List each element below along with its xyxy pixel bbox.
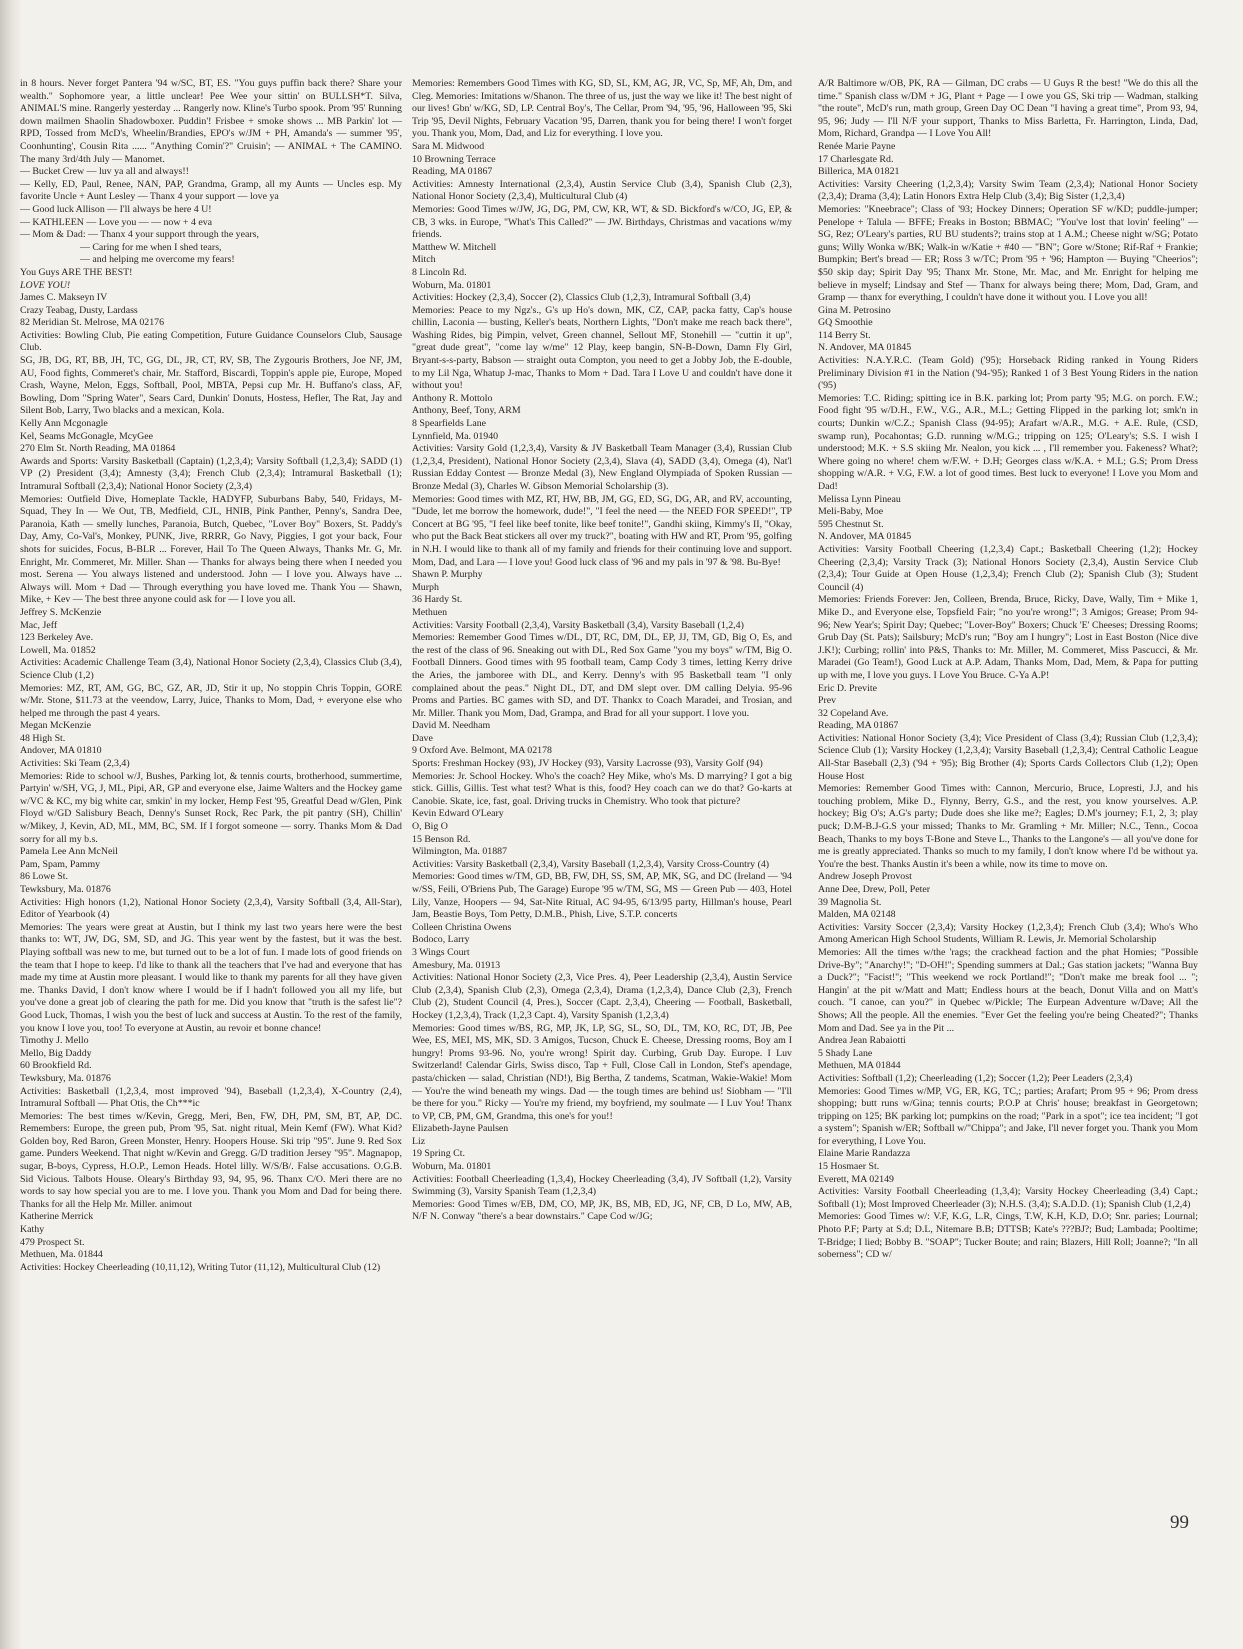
text-line: Methuen, MA 01844 bbox=[818, 1060, 901, 1072]
text-line: Reading, MA 01867 bbox=[412, 166, 493, 178]
closing-line-2: LOVE YOU! bbox=[20, 279, 71, 291]
text-line: James C. Makseyn IV bbox=[20, 292, 108, 304]
text-line: Megan McKenzie bbox=[20, 720, 92, 732]
text-line: GQ Smoothie bbox=[818, 317, 873, 329]
text-line: Memories: Good times w/TM, GD, BB, FW, DH, SS, SM, AP, MK, SG, and DC (Ireland — '94 w/SS, Feili, O'Briens Pub, The Garage) Europe '95 w/TM, SG, MS — Green Pub — 403, Hotel Lily, Vanze, Hoopers — 94, Sat-Nite Ritual, AC 94-95, 6/13/95 party, Hillman's house, Pearl Jam, Beastie Boys, Tom Petty, D.M.B., Phish, Live, S.T.P. concerts bbox=[412, 871, 792, 921]
text-line: Methuen bbox=[412, 606, 448, 618]
text-line: 19 Spring Ct. bbox=[412, 1148, 465, 1160]
text-line: Methuen, Ma. 01844 bbox=[20, 1249, 103, 1261]
text-line: Activities: Varsity Basketball (2,3,4), Varsity Baseball (1,2,3,4), Varsity Cross-Country (4) bbox=[412, 858, 770, 870]
text-line: 48 High St. bbox=[20, 732, 66, 744]
text-line: Memories: Ride to school w/J, Bushes, Parking lot, & tennis courts, brotherhood, summertime, Partyin' w/SH, VG, J, ML, Pipi, AR, GP and everyone else, Jaime Walters and the Hockey game w/VC & KC, my big white car, smkin' in my locker, Hemp Fest '95, Greatful Dead w/Glen, Pink Floyd w/GD Salisbury Beach, Denny's Sunset Rock, Rec Park, the pit pantry (SH), Chillin' w/Mikey, J, Kevin, AD, ML, MM, BC, SM. If I forgot someone — sorry. Thanks Mom & Dad sorry for all my b.s. bbox=[20, 770, 402, 845]
text-line: Memories: All the times w/the 'rags; the crackhead faction and the phat Homies; "Possible Drive-By"; "Anarchy!"; "D-OH!"; Spending summers at Dal.; Gas station jackets; "Wanna Buy a Duck?"; "Facist!"; "This weekend we rock Portland!"; "Don't make me break fool ... "; Hangin' at the pit w/Matt and Matt; Endless hours at the beach, Donut Villa and on Matt's couch. "I canoe, can you?" in Quebec w/Pickle; The Eurpean Adventure w/Dave; All the Shows; All the people. All the enemies. "Ever Get the feeling you're being Cheated?"; Thanks Mom and Dad. See ya in the Pit ... bbox=[818, 946, 1198, 1034]
text-line: N. Andover, MA 01845 bbox=[818, 342, 912, 354]
text-line: Memories: Outfield Dive, Homeplate Tackle, HADYFP, Suburbans Baby, 540, Fridays, M-Squad, They In — We Out, TB, Medfield, CJL, HNIB, Pink Panther, Penny's, Sandra Dee, Paranoia, Kath — smelly lunches, Paranoia, Butch, Quebec, "Lover Boy" Boxers, St. Paddy's Day, Amy, Co-Val's, Monkey, PUNK, Jive, RRRR, Go Navy, Piggies, I got your back, Four shots for suicides, Focus, B-BLR ... Forever, Hail To The Queen Always, Thanks Mr. G, Mr. Enright, Mr. Commeret, Mr. Miller. Shan — Thanks for always being there when I needed you most. Serena — You always listened and understood. John — I love you. Always have ... Always will. Mom + Dad — Through everything you have loved me. Thank You — Shawn, Mike, + Kev — The best three anyone could ask for — I love you all. bbox=[20, 493, 402, 606]
text-line: Memories: Good Times w/EB, DM, CO, MP, JK, BS, MB, ED, JG, NF, CB, D Lo, MW, AB, N/F N. Conway "there's a bear downstairs." Cape Cod w/JG; bbox=[412, 1198, 792, 1223]
text-line: 595 Chestnut St. bbox=[818, 518, 884, 530]
text-line: Activities: Hockey (2,3,4), Soccer (2), Classics Club (1,2,3), Intramural Softball (3,4) bbox=[412, 292, 751, 304]
text-line: Lynnfield, Ma. 01940 bbox=[412, 430, 499, 442]
column-3 bbox=[818, 78, 1198, 1262]
text-line: Kevin Edward O'Leary bbox=[412, 808, 504, 820]
text-line: Dave bbox=[412, 732, 433, 744]
text-line: Mac, Jeff bbox=[20, 619, 58, 631]
text-line: Tewksbury, Ma. 01876 bbox=[20, 884, 111, 895]
text-line: Activities: National Honor Society (2,3, Vice Pres. 4), Peer Leadership (2,3,4), Austin Service Club (2,3,4), Spanish Club (2,3), Omega (2,3,4), Drama (1,2,3,4), Dance Club (2,3), French Club (2), Student Council (4, Pres.), Soccer (Capt. 2,3,4), Cheering — Football, Basketball, Hockey (1,2,3,4), Track (1,2,3 Capt. 4), Varsity Spanish (1,2,3,4) bbox=[412, 972, 792, 1021]
text-line: 10 Browning Terrace bbox=[412, 153, 496, 165]
text-line: Memories: Good Times w/JW, JG, DG, PM, CW, KR, WT, & SD. Bickford's w/CO, JG, EP, & CB, 3 wks. in Europe, "What's This Called?" — JW. Birthdays, Christmas and vacations w/my friends. bbox=[412, 203, 792, 241]
text-line: — Mom & Dad: — Thanx 4 your support through the years, bbox=[20, 229, 259, 241]
text-line: Renée Marie Payne bbox=[818, 140, 896, 152]
text-line: Activities: Softball (1,2); Cheerleading (1,2); Soccer (1,2); Peer Leaders (2,3,4) bbox=[818, 1072, 1133, 1084]
text-line: 39 Magnolia St. bbox=[818, 896, 882, 908]
text-line: A/R Baltimore w/OB, PK, RA — Gilman, DC crabs — U Guys R the best! "We do this all the time." Spanish class w/DM + JG, Plant + Page — I owe you GS, Ski trip — Wadman, stalking "the route", McD's run, math group, Green Day OC Dean "I having a great time", Prom 93, 94, 95, 96; Judy — I'll N/F your support, Thanks to Miss Barletta, Fr. Harrington, Linda, Dad, Mom, Richard, Grandpa — I Love You All! bbox=[818, 78, 1198, 140]
text-line: Memories: Remember Good Times with: Cannon, Mercurio, Bruce, Lopresti, J.J, and his touching problem, Mike D., Flynny, Berry, G.S., and the rest, you know yourselves. A.P. hockey; Big O's; A.G's party; Dude does she like me?; Eagles; D.M's journey; F.1, 2, 3; play puck; D.M-B.J-G.S your missed; Thanks to Mr. Gramling + Mr. Miller; N.C., Tenn., Cocoa Beach, Thanks to my boys T-Bone and Steve L., Thanks to the Langone's — all you've done for me is greatly appreciated. Thanks so much to my family, I don't know where I'd be without ya. You're the best. Thanks Austin it's been a while, now its time to move on. bbox=[818, 783, 1198, 870]
text-line: 60 Brookfield Rd. bbox=[20, 1060, 92, 1072]
text-line: 82 Meridian St. Melrose, MA 02176 bbox=[20, 317, 165, 329]
text-line: 3 Wings Court bbox=[412, 946, 470, 958]
column-2-entries bbox=[412, 78, 792, 1224]
text-line: Pamela Lee Ann McNeil bbox=[20, 846, 118, 858]
text-line: Gina M. Petrosino bbox=[818, 304, 891, 316]
text-line: Kelly Ann Mcgonagle bbox=[20, 418, 108, 430]
text-line: Billerica, MA 01821 bbox=[818, 166, 900, 178]
column-3-entries bbox=[818, 78, 1198, 1262]
text-line: Prev bbox=[818, 695, 837, 707]
text-line: 36 Hardy St. bbox=[412, 594, 463, 606]
text-line: Elizabeth-Jayne Paulsen bbox=[412, 1123, 509, 1135]
text-line: Matthew W. Mitchell bbox=[412, 241, 497, 253]
text-line: Jeffrey S. McKenzie bbox=[20, 606, 102, 618]
text-line: Melissa Lynn Pineau bbox=[818, 493, 901, 505]
text-line: Activities: Varsity Cheering (1,2,3,4); Varsity Swim Team (2,3,4); National Honor Society (2,3,4); Drama (3,4); Latin Honors Extra Help Club (3,4); Big Sister (1,2,3,4) bbox=[818, 178, 1198, 203]
text-line: N. Andover, MA 01845 bbox=[818, 531, 912, 543]
text-line: Activities: High honors (1,2), National Honor Society (2,3,4), Varsity Softball (3,4, All-Star), Editor of Yearbook (4) bbox=[20, 896, 402, 921]
text-line: Bodoco, Larry bbox=[412, 934, 470, 946]
text-line: — Good luck Allison — I'll always be here 4 U! bbox=[20, 203, 212, 215]
text-line: Anthony, Beef, Tony, ARM bbox=[412, 405, 521, 417]
text-line: Memories: MZ, RT, AM, GG, BC, GZ, AR, JD, Stir it up, No stoppin Chris Toppin, GORE w/Mr. Stone, $11.73 at the veendow, Larry, Juice, Thanks to Mom, Dad, + everyone else who helped me through the past 4 years. bbox=[20, 682, 402, 719]
text-line: Tewksbury, Ma. 01876 bbox=[20, 1072, 111, 1084]
text-line: Kathy bbox=[20, 1224, 45, 1236]
text-line: Pam, Spam, Pammy bbox=[20, 858, 101, 870]
page-number: 99 bbox=[1170, 1512, 1189, 1533]
text-line: Colleen Christina Owens bbox=[412, 921, 512, 933]
text-line: 270 Elm St. North Reading, MA 01864 bbox=[20, 443, 176, 455]
text-line: Elaine Marie Randazza bbox=[818, 1148, 911, 1160]
text-line: 479 Prospect St. bbox=[20, 1236, 85, 1248]
text-line: — and helping me overcome my fears! bbox=[80, 254, 235, 266]
text-line: Katherine Merrick bbox=[20, 1211, 94, 1223]
text-line: Memories: The best times w/Kevin, Gregg, Meri, Ben, FW, DH, PM, SM, BT, AP, DC. Remembers: Europe, the green pub, Prom '95, Sat. night ritual, Mein Kemf (FW). What Kid? Golden boy, Red Baron, Green Monster, Henry. Hoopers House. Ski trip "95". June 9. Red Sox game. Punders Weekend. That night w/Kevin and Gregg. G/D tradition Jersey "95". Magnapop, sugar, B-boys, Cypress, H.O.P., Lemon Heads. Hotel lilly. W/S/B/. False accusations. O.G.B. Sid Vicious. Talbots House. Oleary's Birthday 93, 94, 95, 96. Thanx C/O. Meri there are no words to say how special you are to me. I love you. Thank you Mom and Dad for being there. Thanks for all the Help Mr. Miller. animout bbox=[20, 1110, 402, 1210]
text-line: 123 Berkeley Ave. bbox=[20, 632, 94, 644]
text-line: Meli-Baby, Moe bbox=[818, 506, 884, 518]
text-line: 8 Spearfields Lane bbox=[412, 418, 487, 430]
text-line: Activities: Varsity Soccer (2,3,4); Varsity Hockey (1,2,3,4); French Club (3,4); Who's Who Among American High School Students, William R. Lewis, Jr. Memorial Scholarship bbox=[818, 921, 1198, 946]
text-line: Mitch bbox=[412, 254, 436, 266]
text-line: 5 Shady Lane bbox=[818, 1047, 873, 1059]
text-line: Amesbury, Ma. 01913 bbox=[412, 959, 501, 971]
text-line: SG, JB, DG, RT, BB, JH, TC, GG, DL, JR, CT, RV, SB, The Zygouris Brothers, Joe NF, JM, AU, Food fights, Commeret's chair, Mr. Stafford, Biscardi, Toppin's apple pie, Europe, Moped Crash, Wayne, Melon, Eggs, Softball, Pool, MBTA, Pepsi cup Mr. H. Buffano's class, AF, Bowling, Dom "Spring Water", Sears Card, Dunkin' Donuts, Hostess, Hefler, The Rat, Jay and Silent Bob, Larry, Two blacks and a mexican, Kola. bbox=[20, 355, 402, 417]
text-line: Everett, MA 02149 bbox=[818, 1173, 894, 1185]
text-line: Eric D. Previte bbox=[818, 682, 877, 694]
text-line: Activities: Varsity Football Cheerleading (1,3,4); Varsity Hockey Cheerleading (3,4) Capt.; Softball (1); Most Improved Cheerleader (3); N.H.S. (3,4); S.A.D.D. (1); Spanish Club (1,2,4) bbox=[818, 1186, 1198, 1210]
text-line: O, Big O bbox=[412, 821, 448, 833]
text-line: — KATHLEEN — Love you — — now + 4 eva bbox=[20, 216, 213, 228]
text-line: Woburn, Ma. 01801 bbox=[412, 1161, 492, 1173]
text-line: Activities: Hockey Cheerleading (10,11,12), Writing Tutor (11,12), Multicultural Club (12) bbox=[20, 1261, 381, 1273]
text-line: Activities: Bowling Club, Pie eating Competition, Future Guidance Counselors Club, Sausage Club. bbox=[20, 329, 402, 354]
text-line: Activities: National Honor Society (3,4); Vice President of Class (3,4); Russian Club (1,2,3,4); Science Club (1); Varsity Hockey (1,2,3,4); Varsity Baseball (1,2,3,4); Central Catholic League All-Star Baseball (2,3) ('94 + '95); Big Brother (4); Sports Cards Collectors Club (1,2); Open House Host bbox=[818, 732, 1198, 782]
text-line: Memories: Peace to my Ngz's., G's up Ho's down, MK, CZ, CAP, packa fatty, Cap's house chillin, Laconia — busting, Keller's beats, Northern Lights, "Don't make me reach back there", Washing Rides, big Pimpin, velvet, Green channel, Sellout MF, Stonehill — "cuttin it up", "great dude great", "come lay w/me" 12 Play, keep bangin, SN-B-Down, Damn Fly Girl, Bryant-s-s-party, Babson — straight outa Compton, you need to get a Jobby Job, the E-double, to my Lil Nga, Whatup J-mac, Thanks to Mom + Dad. Tara I Love U and couldn't have done it without you! bbox=[412, 304, 792, 392]
text-line: Shawn P. Murphy bbox=[412, 569, 483, 581]
text-line: Memories: Good Times w/: V.F, K.G, L.R, Cings, T.W, K.H, K.D, D.O; Snr. paries; Lournal; Photo P.F; Party at S.d; D.L, Nitemare B.B; DTTSB; Kate's ???BJ?; Bud; Lambada; Pooltime; T-Bridge; I lied; Bobby B. "SOAP"; Tucker Boute; and rain; Blazers, Hill Roll; Joanne?; "In all soberness"; CD w/ bbox=[818, 1211, 1198, 1261]
text-line: Anthony R. Mottolo bbox=[412, 392, 493, 404]
text-line: Liz bbox=[412, 1135, 426, 1147]
text-line: Memories: T.C. Riding; spitting ice in B.K. parking lot; Prom party '95; M.G. on porch. F.W.; Food fight '95 w/D.H., F.W., V.G., A.R., M.L.; Getting Flipped in the parking lot; smk'n in courts; Dunkin w/C.Z.; Spanish Class (94-95); Arafart w/A.R., M.G. + A.E. Rule, (CSD, swamp run), Pocahontas; G.D. running w/M.G.; tripping on 125; O'Leary's; S.S. I wish I understood; M.K. + S.S skiing Mr. Nealon, you kick ... , I'll remember you. Fakeness? What?; Where going no where! chem w/F.W. + D.H; Georges class w/K.A. + M.L; G.S; Prom Dress shopping w/A.R. + V.G, F.W. a lot of good times. Best luck to everyone! I Love you Mom and Dad! bbox=[818, 392, 1198, 492]
column-1-intro bbox=[20, 78, 402, 242]
text-line: — Caring for me when I shed tears, bbox=[80, 241, 222, 253]
column-2 bbox=[412, 78, 792, 1224]
text-line: Andrew Joseph Provost bbox=[818, 871, 912, 883]
text-line: Activities: Varsity Football (2,3,4), Varsity Basketball (3,4), Varsity Baseball (1,2,4) bbox=[412, 619, 744, 631]
text-line: Activities: Ski Team (2,3,4) bbox=[20, 758, 130, 770]
text-line: Memories: The years were great at Austin, but I think my last two years here were the best thanks to: WT, JW, DG, SM, SD, and JG. This year went by the fastest, but it was the best. Playing softball was new to me, but turned out to be a lot of fun. I made lots of good friends on the team that I hope to keep. I'd like to thank all the teachers that I've had and everyone that has made my time at Austin more pleasant. I would like to thank my parents for all they have given me. Thanks David, I don't know where I would be if I hadn't followed you all my life, but you've done a great job of clearing the path for me. Did you know that "truth is the safest lie"? Good Luck, Thomas, I wish you the best of luck and success at Austin. To the rest of the family, you know I love you, too! To everyone at Austin, au revoir et bonne chance! bbox=[20, 921, 402, 1034]
text-line: Wilmington, Ma. 01887 bbox=[412, 846, 508, 858]
text-line: Activities: Varsity Gold (1,2,3,4), Varsity & JV Basketball Team Manager (3,4), Russian Club (1,2,3,4, President), National Honor Society (2,3,4), Slava (4), SADD (3,4), Omega (4), Nat'l Russian Edday Contest — Bronze Medal (3), New England Olympiada of Spoken Russian — Bronze Medal (3), Charles W. Gibson Memorial Scholarship (3). bbox=[412, 443, 792, 492]
text-line: Anne Dee, Drew, Poll, Peter bbox=[818, 884, 931, 895]
text-line: 86 Lowe St. bbox=[20, 871, 69, 883]
text-line: — Kelly, ED, Paul, Renee, NAN, PAP, Grandma, Gramp, all my Aunts — Uncles esp. My favorite Uncle + Aunt Lesley — Thanx 4 your support — love ya bbox=[20, 178, 402, 203]
text-line: in 8 hours. Never forget Pantera '94 w/SC, BT, ES. "You guys puffin back there? Share your wealth." Sophomore year, a little unclear! Pee Wee your sittin' on BULLSH*T. Silva, ANIMAL'S mine. Rangerly yesterday ... Rangerly now. Kline's Turbo spook. Prom '95' Running down mailmen Shaolin Shadowboxer. Puddin'! Frisbee + smoke shows ... MB Parkin' lot — RPD, Tossed from McD's, Wheelin/Brandies, EPO's w/JM + PH, Amanda's — summer '95', Coonhunting', Cousin Rita ...... "Anything Comin'?" Cruisin'; — ANIMAL + The CAMINO. The many 3rd/4th July — Manomet. bbox=[20, 78, 402, 165]
text-line: Andover, MA 01810 bbox=[20, 745, 102, 757]
text-line: Mello, Big Daddy bbox=[20, 1047, 92, 1059]
text-line: 114 Berry St. bbox=[818, 329, 871, 341]
text-line: Memories: "Kneebrace"; Class of '93; Hockey Dinners; Operation SF w/KD; puddle-jumper; Penelope + Talula — BFFE; Freaks in Boston; BBMAC; "You've lost that lovin' feeling" — SG, Rez; O'Leary's parties, RU BU students?; trains stop at 1 A.M.; Cheese night w/SG; Potato guns; Willy Wonka w/BK; Walk-in w/Katie + #40 — "BN"; Gore w/Stone; Rif-Raf + Frankie; Bumpkin; Bert's bread — ER; Ross 3 w/TC; Prom '95 + '96; Hampton — Buying "Cheerios"; $50 skip day; Spirit Day '95; Thanx Mr. Stone, Mr. Mac, and Mr. Enright for helping me believe in myself; Lindsay and Stef — Thanx for always being there; Mom, Dad, Gram, and Gramp — thanx for everything, I couldn't have done it without you. I Love you all! bbox=[818, 203, 1198, 304]
text-line: Timothy J. Mello bbox=[20, 1035, 89, 1047]
text-line: Activities: Basketball (1,2,3,4, most improved '94), Baseball (1,2,3,4), X-Country (2,4), Intramural Softball — Phat Otis, the Ch***ic bbox=[20, 1085, 402, 1110]
text-line: Memories: Good Times w/MP, VG, ER, KG, TC,; parties; Arafart; Prom 95 + 96; Prom dress shopping; butt runs w/Gina; tennis courts; P.O.P at Chris' house; breakfast in Georgetown; tripping on 125; BK parking lot; pumpkins on the road; "Park in a spot"; ice tea incident; "I got a system"; Spanish w/ER; Softball w/"Chippa"; and Jake, I'll never forget you. Thank you Mom for everything, I Love You. bbox=[818, 1085, 1198, 1147]
text-line: Woburn, Ma. 01801 bbox=[412, 279, 492, 291]
text-line: Sara M. Midwood bbox=[412, 140, 485, 152]
text-line: Memories: Jr. School Hockey. Who's the coach? Hey Mike, who's Ms. D marrying? I got a big stick. Gillis, Gillis. Test what test? What is this, food? Hey coach can we do that? Go-karts at Canobie. Skate, ice, fast, goal. Driving trucks in Chemistry. Who took that picture? bbox=[412, 770, 792, 807]
text-line: 15 Hosmaer St. bbox=[818, 1161, 880, 1173]
text-line: Memories: Good times with MZ, RT, HW, BB, JM, GG, ED, SG, DG, AR, and RV, accounting, "Dude, let me borrow the homework, dude!", "I feel the need — the NEED FOR SPEED!", TP Concert at BG '95, "I feel like beef tonite, like beef tonite!", Gandhi skiing, Kimmy's II, "Okay, who put the Back Beat stickers all over my truck?", boating with HW and RT, Prom '95, golfing in N.H. I would like to thank all of my family and friends for their continuing love and support. Mom, Dad, and Lara — I love you! Good luck class of '96 and my pals in '97 & '98. Bu-Bye! bbox=[412, 493, 792, 568]
text-line: 32 Copeland Ave. bbox=[818, 707, 889, 719]
text-line: 15 Benson Rd. bbox=[412, 833, 471, 845]
text-line: Activities: Varsity Football Cheering (1,2,3,4) Capt.; Basketball Cheering (1,2); Hockey Cheering (2,3,4); Varsity Track (3); National Honors Society (2,3,4), Austin Service Club (2,3,4); Tour Guide at Open House (1,2,3,4); French Club (2); Spanish Club (3); Student Council (4) bbox=[818, 543, 1198, 593]
text-line: 9 Oxford Ave. Belmont, MA 02178 bbox=[412, 745, 552, 757]
text-line: Andrea Jean Rabaiotti bbox=[818, 1035, 906, 1047]
text-line: Kel, Seams McGonagle, McyGee bbox=[20, 430, 153, 442]
text-line: David M. Needham bbox=[412, 720, 491, 732]
text-line: Sports: Freshman Hockey (93), JV Hockey (93), Varsity Lacrosse (93), Varsity Golf (94) bbox=[412, 758, 763, 770]
text-line: 17 Charlesgate Rd. bbox=[818, 153, 894, 165]
text-line: 8 Lincoln Rd. bbox=[412, 266, 467, 278]
text-line: Memories: Good times w/BS, RG, MP, JK, LP, SG, SL, SO, DL, TM, KO, RC, DT, JB, Pee Wee, ES, MEI, MS, MK, SD. 3 Amigos, Tucson, Chuck E. Cheese, Dressing rooms, Boy am I hungry! Proms 93-96. No, you're wrong! Spirit day. Curbing, Grub Day. Europe. I Luv Switzerland! Calendar Girls, Swiss disco, Tap + Full, Close Call in London, Stef's apendage, pasta/chicken — salad, Christian (ND!), Big Bertha, Z tandems, Scatman, Wakie-Wakie! Mom — You're the wind beneath my wings. Dad — the tough times are behind us! Siobham — "I'll be there for you." Ricky — You're my friend, my boyfriend, my soulmate — I Luv You! Thanx to VP, CB, PM, GM, Grandma, this one's for you!! bbox=[412, 1022, 792, 1122]
column-1 bbox=[20, 78, 402, 1274]
text-line: Activities: Academic Challenge Team (3,4), National Honor Society (2,3,4), Classics Club (3,4), Science Club (1,2) bbox=[20, 657, 402, 681]
text-line: Murph bbox=[412, 581, 439, 593]
text-line: Memories: Remember Good Times w/DL, DT, RC, DM, DL, EP, JJ, TM, GD, Big O, Es, and the rest of the class of 96. Sneaking out with DL, Red Sox Game "you my boys" w/TM, Big O. Football Dinners. Good times with 95 football team, Camp Cody 3 times, letting Kerry drive the Aries, the jamboree with DL, and Kerry. Denny's with 95 Basketball team "I only complained about the peas." Night DL, DT, and DM slept over. DM calling Delyia. 95-96 Proms and Parties. BC games with SD, and DT. Thankx to Coach Maradei, and Trosian, and Mr. Miller. Thank you Mom, Dad, Grampa, and Brad for all your support. I love you. bbox=[412, 632, 792, 719]
text-line: Activities: N.A.Y.R.C. (Team Gold) ('95); Horseback Riding ranked in Young Riders Preliminary Division #1 in the Nation ('94-'95); Ranked 1 of 3 Best Young Riders in the nation ('95) bbox=[818, 355, 1198, 392]
text-line: Reading, MA 01867 bbox=[818, 720, 899, 732]
text-line: Activities: Amnesty International (2,3,4), Austin Service Club (3,4), Spanish Club (2,3), National Honor Society (2,3,4), Multicultural Club (4) bbox=[412, 178, 792, 203]
page-binding-shadow bbox=[0, 0, 22, 1649]
text-line: Memories: Friends Forever: Jen, Colleen, Brenda, Bruce, Ricky, Dave, Wally, Tim + Mike 1, Mike D., and Everyone else, Topsfield Fair; "no you're wrong!"; 3 Amigos; Grease; Prom 94-96; New Year's; Spirit Day; Quebec; "Lover-Boy" Boxers; Chuck 'E' Cheeses; Dressing Rooms; Grub Day (St. Pats); Sailsbury; McD's run; "Boy am I hungry"; Lost in East Boston (Nice dive J.K!); Curbing; rollin' into P&S, Thanks to: Mr. Miller, M. Commeret, Miss Pascucci, & Mr. Maradei (Go Team!), Good Luck at A.P. Adam, Thanks Mom, Dad, Mem, & Papa for putting up with me, I love you guys. I Love You Bruce. C-Ya A.P! bbox=[818, 594, 1198, 681]
text-line: Crazy Teabag, Dusty, Lardass bbox=[20, 304, 138, 316]
column-1-entries bbox=[20, 292, 402, 1274]
bucket-crew-line: — Bucket Crew — luv ya all and always!! bbox=[20, 166, 189, 178]
column-1-indented-lines bbox=[20, 242, 402, 267]
text-line: Activities: Football Cheerleading (1,3,4), Hockey Cheerleading (3,4), JV Softball (1,2), Varsity Swimming (3), Varsity Spanish Team (1,2,3,4) bbox=[412, 1173, 792, 1198]
text-line: Awards and Sports: Varsity Basketball (Captain) (1,2,3,4); Varsity Softball (1,2,3,4); SADD (1) VP (2) President (3,4); Amnesty (3,4); French Club (2,3,4); Intramural Basketball (1); Intramural Softball (2,3,4); National Honor Society (2,3,4) bbox=[20, 455, 402, 492]
closing-line: You Guys ARE THE BEST! bbox=[20, 266, 133, 278]
text-line: Lowell, Ma. 01852 bbox=[20, 644, 96, 656]
text-line: Memories: Remembers Good Times with KG, SD, SL, KM, AG, JR, VC, Sp, MF, Ah, Dm, and Cleg. Memories: Imitations w/Shanon. The three of us, just the way we like it! The best night of our lives! Gbn' w/KG, SD, LP. Central Boy's, The Cellar, Prom '94, '95, '96, Halloween '95, Ski Trip '95, Devil Nights, February Vacation '95, Darren, thank you for being there! I won't forget you. Thank you, Mom, Dad, and Liz for everything. I love you. bbox=[412, 78, 792, 140]
text-line: Malden, MA 02148 bbox=[818, 909, 896, 921]
